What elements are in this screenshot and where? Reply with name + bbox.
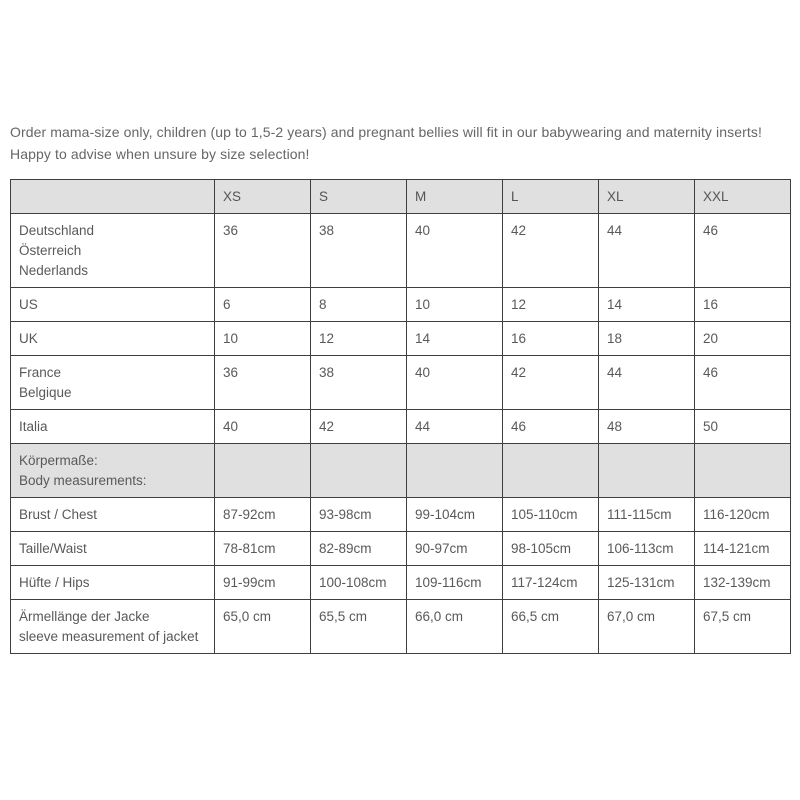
value-cell: 93-98cm — [311, 498, 407, 532]
table-row — [11, 532, 791, 566]
value-cell: 14 — [407, 322, 503, 356]
value-cell: 38 — [311, 356, 407, 410]
value-cell: 100-108cm — [311, 566, 407, 600]
value-cell: 44 — [599, 214, 695, 288]
section-row — [11, 444, 791, 498]
row-label-line: Nederlands — [19, 263, 89, 278]
value-cell: 117-124cm — [503, 566, 599, 600]
value-cell: 67,0 cm — [599, 600, 695, 654]
header-row — [11, 180, 791, 214]
header-cell-blank — [11, 180, 215, 214]
table-row — [11, 600, 791, 654]
value-cell — [215, 444, 311, 498]
value-cell: 40 — [215, 410, 311, 444]
row-label-line: Körpermaße: — [19, 453, 98, 468]
intro-paragraph: Order mama-size only, children (up to 1,5-2 years) and pregnant bellies will fit in our babywearing and maternity inserts! Happy to advise when unsure by size selection! — [10, 124, 762, 162]
value-cell: 10 — [215, 322, 311, 356]
value-cell: 111-115cm — [599, 498, 695, 532]
value-cell: 114-121cm — [695, 532, 791, 566]
header-cell-size: M — [407, 180, 503, 214]
value-cell: 14 — [599, 288, 695, 322]
row-label-line: sleeve measurement of jacket — [19, 629, 199, 644]
table-row — [11, 288, 791, 322]
value-cell: 12 — [311, 322, 407, 356]
value-cell: 116-120cm — [695, 498, 791, 532]
value-cell: 42 — [503, 214, 599, 288]
value-cell: 48 — [599, 410, 695, 444]
row-label-line: Taille/Waist — [19, 541, 87, 556]
value-cell: 36 — [215, 356, 311, 410]
row-label-cell — [11, 214, 215, 288]
row-label-line: Italia — [19, 419, 48, 434]
value-cell: 40 — [407, 214, 503, 288]
row-label-line: Österreich — [19, 243, 82, 258]
value-cell: 66,0 cm — [407, 600, 503, 654]
value-cell — [407, 444, 503, 498]
table-row — [11, 566, 791, 600]
value-cell: 38 — [311, 214, 407, 288]
row-label-line: Belgique — [19, 385, 72, 400]
value-cell: 46 — [503, 410, 599, 444]
value-cell: 87-92cm — [215, 498, 311, 532]
value-cell: 125-131cm — [599, 566, 695, 600]
header-cell-size: XS — [215, 180, 311, 214]
value-cell: 66,5 cm — [503, 600, 599, 654]
row-label-cell — [11, 356, 215, 410]
row-label-cell — [11, 566, 215, 600]
value-cell: 67,5 cm — [695, 600, 791, 654]
value-cell: 18 — [599, 322, 695, 356]
table-row — [11, 214, 791, 288]
value-cell: 10 — [407, 288, 503, 322]
value-cell: 46 — [695, 356, 791, 410]
table-row — [11, 322, 791, 356]
row-label-cell — [11, 532, 215, 566]
value-cell: 20 — [695, 322, 791, 356]
header-cell-size: XXL — [695, 180, 791, 214]
row-label-cell — [11, 444, 215, 498]
value-cell: 91-99cm — [215, 566, 311, 600]
value-cell: 109-116cm — [407, 566, 503, 600]
value-cell: 44 — [407, 410, 503, 444]
value-cell — [599, 444, 695, 498]
value-cell: 42 — [503, 356, 599, 410]
value-cell — [695, 444, 791, 498]
table-row — [11, 498, 791, 532]
row-label-line: France — [19, 365, 62, 380]
table-row — [11, 356, 791, 410]
row-label-line: Brust / Chest — [19, 507, 98, 522]
value-cell — [311, 444, 407, 498]
value-cell: 105-110cm — [503, 498, 599, 532]
row-label-line: Hüfte / Hips — [19, 575, 90, 590]
row-label-line: Body measurements: — [19, 473, 147, 488]
header-cell-size: XL — [599, 180, 695, 214]
value-cell: 99-104cm — [407, 498, 503, 532]
value-cell: 6 — [215, 288, 311, 322]
value-cell: 42 — [311, 410, 407, 444]
value-cell: 65,5 cm — [311, 600, 407, 654]
value-cell: 82-89cm — [311, 532, 407, 566]
value-cell: 98-105cm — [503, 532, 599, 566]
value-cell: 40 — [407, 356, 503, 410]
value-cell: 132-139cm — [695, 566, 791, 600]
row-label-line: Ärmellänge der Jacke — [19, 609, 150, 624]
row-label-cell — [11, 322, 215, 356]
value-cell: 12 — [503, 288, 599, 322]
size-chart-header — [11, 180, 791, 214]
value-cell: 50 — [695, 410, 791, 444]
row-label-line: UK — [19, 331, 38, 346]
row-label-cell — [11, 288, 215, 322]
header-cell-size: S — [311, 180, 407, 214]
value-cell: 44 — [599, 356, 695, 410]
value-cell: 36 — [215, 214, 311, 288]
value-cell: 106-113cm — [599, 532, 695, 566]
value-cell: 78-81cm — [215, 532, 311, 566]
value-cell: 46 — [695, 214, 791, 288]
value-cell — [503, 444, 599, 498]
row-label-cell — [11, 410, 215, 444]
size-chart-table — [10, 179, 791, 654]
header-cell-size: L — [503, 180, 599, 214]
size-chart-body — [11, 214, 791, 654]
value-cell: 16 — [695, 288, 791, 322]
row-label-line: US — [19, 297, 38, 312]
value-cell: 8 — [311, 288, 407, 322]
row-label-cell — [11, 600, 215, 654]
value-cell: 90-97cm — [407, 532, 503, 566]
value-cell: 16 — [503, 322, 599, 356]
row-label-cell — [11, 498, 215, 532]
value-cell: 65,0 cm — [215, 600, 311, 654]
table-row — [11, 410, 791, 444]
row-label-line: Deutschland — [19, 223, 95, 238]
